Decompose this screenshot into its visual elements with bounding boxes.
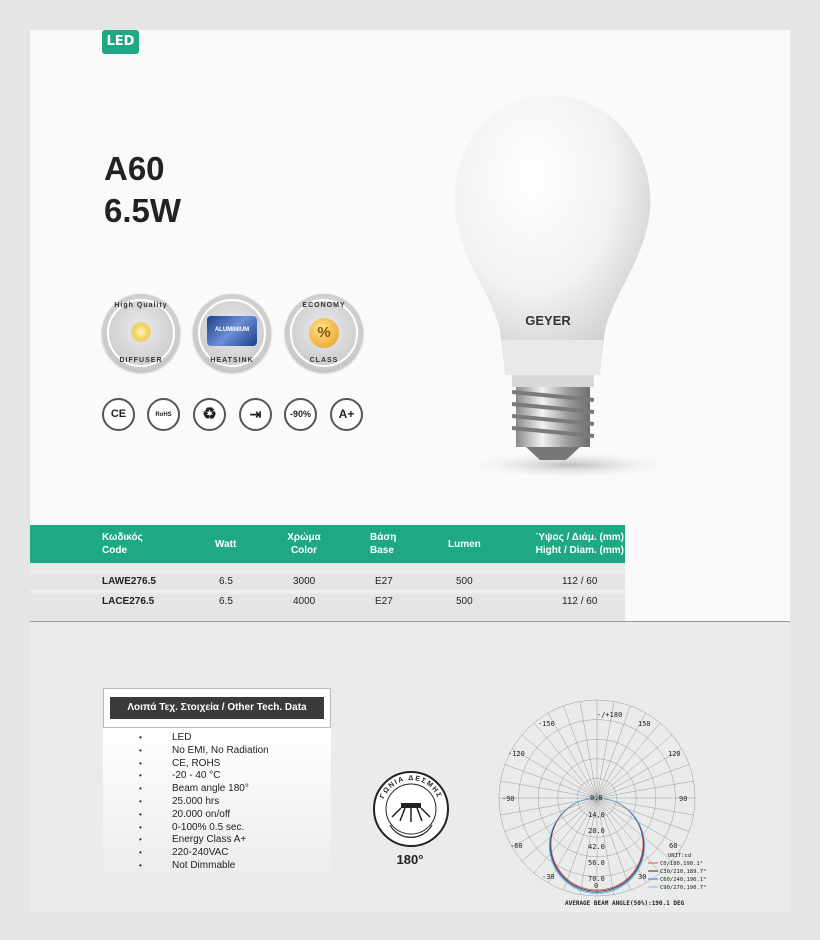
polar-label: 120 [668,750,681,758]
list-item: • 0-100% 0.5 sec. [133,822,269,835]
legend-item: C90/270,190.7° [660,885,707,891]
polar-label: -120 [508,750,525,758]
list-item: • 220-240VAC [133,847,269,860]
list-item: • LED [133,732,269,745]
col-color: Χρώμα Color [287,532,321,556]
power-rating: 6.5W [104,192,182,229]
recycle-icon: ♻ [193,398,226,431]
badge-top-text: ECONOMY [302,302,346,309]
list-item: • 20.000 on/off [133,809,269,822]
percent-icon: % [309,318,339,348]
table-row: LAWE276.5 6.5 3000 E27 500 112 / 60 [102,576,598,587]
led-badge: LED [102,30,139,54]
beam-angle-footer: AVERAGE BEAM ANGLE(50%):190.1 DEG [565,900,685,907]
polar-label: -/+180 [597,711,623,719]
bulb-glow-icon [131,322,151,342]
legend-unit: UNIT:cd [668,853,692,859]
polar-label: 28.0 [588,827,605,835]
polar-label: -150 [538,720,555,728]
energy-saving-icon: -90% [284,398,317,431]
polar-label: 0 [594,882,599,890]
tech-data-list [133,732,269,873]
polar-label: 42.0 [588,843,605,851]
bulb-screw-base [512,387,594,460]
model-name: A60 [104,150,165,187]
polar-label: 90 [679,795,688,803]
energy-class-icon: A+ [330,398,363,431]
beam-ring-text: ΓΩΝΙΑ ΔΕΣΜΗΣ [379,774,443,800]
col-lumen: Lumen [448,539,481,550]
list-item: • Energy Class A+ [133,834,269,847]
beam-angle-value: 180° [396,852,424,867]
col-base: Βάση Base [370,532,397,556]
legend-item: C60/240,190.1° [660,877,707,883]
polar-label: 150 [638,720,651,728]
polar-label: 30 [638,873,647,881]
polar-label: -30 [542,873,555,881]
legend-item: C30/210,189.7° [660,869,707,875]
list-item: • CE, ROHS [133,758,269,771]
economy-badge [285,294,363,372]
legend-item: C0/180,190.1° [660,861,704,867]
aluminium-label: ALUMINIUM [214,327,250,333]
brand-text: GEYER [525,313,571,328]
polar-label: 0.0 [590,794,603,802]
bulb-image [440,90,660,490]
list-item: • No EMI, No Radiation [133,745,269,758]
col-size: Ύψος / Διάμ. (mm) Hight / Diam. (mm) [535,532,624,556]
rohs-icon: RoHS [147,398,180,431]
list-item: • 25.000 hrs [133,796,269,809]
ce-icon: CE [102,398,135,431]
tech-data-title: Λοιπά Τεχ. Στοιχεία / Other Tech. Data [110,697,324,719]
badge-bottom-text: DIFFUSER [119,357,163,364]
badge-bottom-text: CLASS [309,357,339,364]
polar-label: -90 [502,795,515,803]
col-code: Κωδικός Code [102,532,143,556]
tech-data-box [103,688,331,884]
list-item: • Not Dimmable [133,860,269,873]
product-title [104,148,181,232]
bulb-illustration [440,90,660,490]
polar-label: 56.0 [588,859,605,867]
list-item: • -20 - 40 °C [133,770,269,783]
badge-bottom-text: HEATSINK [210,357,254,364]
polar-label: 60 [669,842,678,850]
beam-angle-icon [372,770,450,848]
polar-label: 14.0 [588,811,605,819]
product-sheet [30,30,790,525]
led-diode-icon: ⇥ [239,398,272,431]
polar-light-distribution [490,690,730,910]
table-row: LACE276.5 6.5 4000 E27 500 112 / 60 [102,596,598,607]
heatsink-badge [193,294,271,372]
diffuser-badge [102,294,180,372]
polar-label: 70.0 [588,875,605,883]
polar-label: -60 [510,842,523,850]
list-item: • Beam angle 180° [133,783,269,796]
badge-top-text: High Quality [114,302,168,309]
col-watt: Watt [215,539,237,550]
